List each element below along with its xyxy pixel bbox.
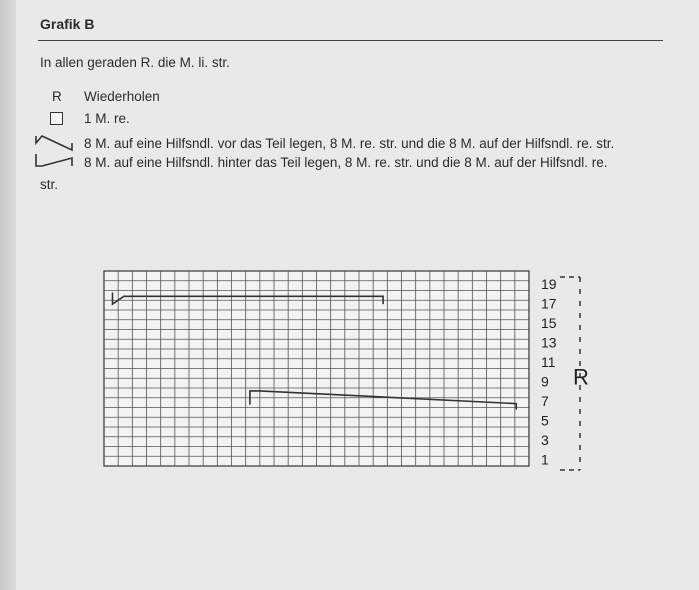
- row-label: 7: [541, 393, 549, 410]
- legend-cable-back-text: 8 M. auf eine Hilfsndl. hinter das Teil legen, 8 M. re. str. und die 8 M. auf der Hilfsndl. re.: [84, 155, 608, 170]
- row-label: 15: [541, 315, 557, 332]
- legend-repeat-text: Wiederholen: [84, 89, 160, 104]
- legend-cable-back-text-cont: str.: [40, 177, 59, 192]
- chart-grid: [104, 271, 529, 466]
- row-label: 13: [541, 334, 557, 351]
- legend-cable-front-text: 8 M. auf eine Hilfsndl. vor das Teil legen, 8 M. re. str. und die 8 M. auf der Hilfsndl. re. str.: [84, 136, 615, 151]
- row-label: 19: [541, 276, 557, 293]
- section-title: Grafik B: [40, 16, 95, 32]
- legend-knit-text: 1 M. re.: [84, 111, 130, 126]
- repeat-letter-icon: R: [52, 89, 62, 104]
- row-label: 1: [541, 451, 549, 468]
- repeat-bracket: [560, 277, 589, 470]
- row-label: 9: [541, 373, 549, 390]
- row-label: 17: [541, 295, 557, 312]
- intro-text: In allen geraden R. die M. li. str.: [40, 55, 230, 70]
- row-label: 3: [541, 432, 549, 449]
- row-label: 5: [541, 412, 549, 429]
- repeat-letter-label: R: [573, 364, 589, 390]
- chart-row-labels: [541, 276, 557, 468]
- row-label: 11: [541, 354, 556, 371]
